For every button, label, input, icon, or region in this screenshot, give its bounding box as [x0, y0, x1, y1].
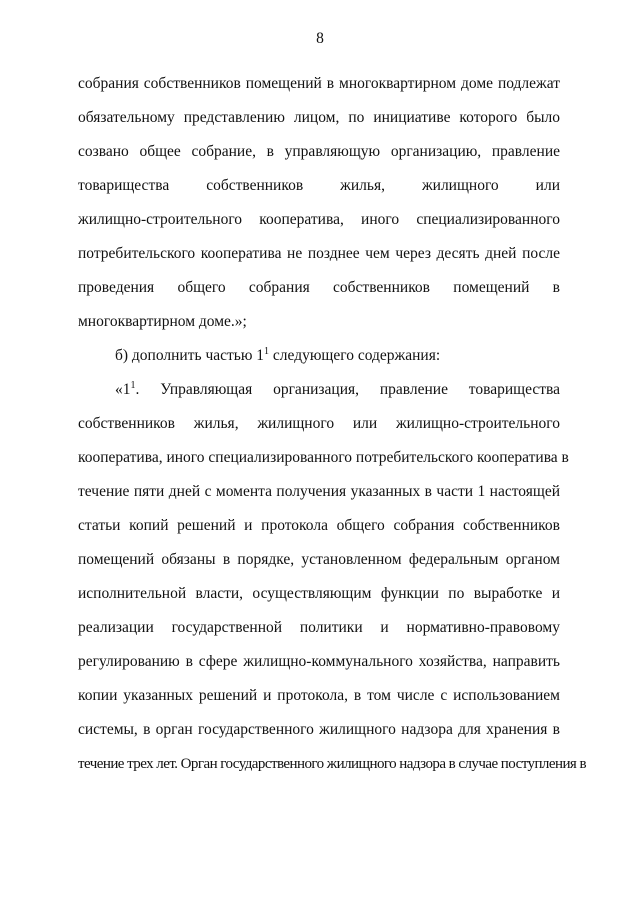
text-line: системы, в орган государственного жилищного надзора для хранения в [78, 721, 560, 738]
text-segment: «1 [115, 381, 131, 398]
text-line: исполнительной власти, осуществляющим функции по выработке и [78, 585, 560, 602]
text-line: копии указанных решений и протокола, в том числе с использованием [78, 687, 560, 704]
text-line: собственников жилья, жилищного или жилищно-строительного [78, 415, 560, 432]
text-line: потребительского кооператива не позднее чем через десять дней после [78, 245, 560, 262]
text-line: обязательному представлению лицом, по инициативе которого было [78, 109, 560, 126]
text-line: течение трех лет. Орган государственного жилищного надзора в случае поступления в [78, 756, 587, 772]
text-segment: . Управляющая организация, правление товарищества [135, 381, 560, 398]
text-segment: следующего содержания: [269, 347, 441, 364]
text-line-subparagraph [78, 346, 560, 366]
superscript: 1 [264, 346, 270, 357]
text-line: товарищества собственников жилья, жилищного или [78, 177, 560, 194]
text-line: кооператива, иного специализированного потребительского кооператива в [78, 449, 569, 466]
text-line: собрания собственников помещений в многоквартирном доме подлежат [78, 75, 560, 92]
page-number: 8 [316, 30, 324, 47]
text-line: статьи копий решений и протокола общего собрания собственников [78, 517, 560, 534]
text-line: регулированию в сфере жилищно-коммунального хозяйства, направить [78, 653, 560, 670]
text-line: проведения общего собрания собственников помещений в [78, 279, 560, 296]
text-line: реализации государственной политики и нормативно-правовому [78, 619, 560, 636]
text-line: жилищно-строительного кооператива, иного специализированного [78, 211, 560, 228]
text-line: течение пяти дней с момента получения указанных в части 1 настоящей [78, 483, 560, 500]
text-line: многоквартирном доме.»; [78, 313, 247, 330]
text-segment: б) дополнить частью 1 [115, 347, 265, 364]
superscript: 1 [130, 380, 136, 391]
text-line-clause [78, 380, 560, 400]
text-line: созвано общее собрание, в управляющую организацию, правление [78, 143, 560, 160]
text-line: помещений обязаны в порядке, установленном федеральным органом [78, 551, 560, 568]
